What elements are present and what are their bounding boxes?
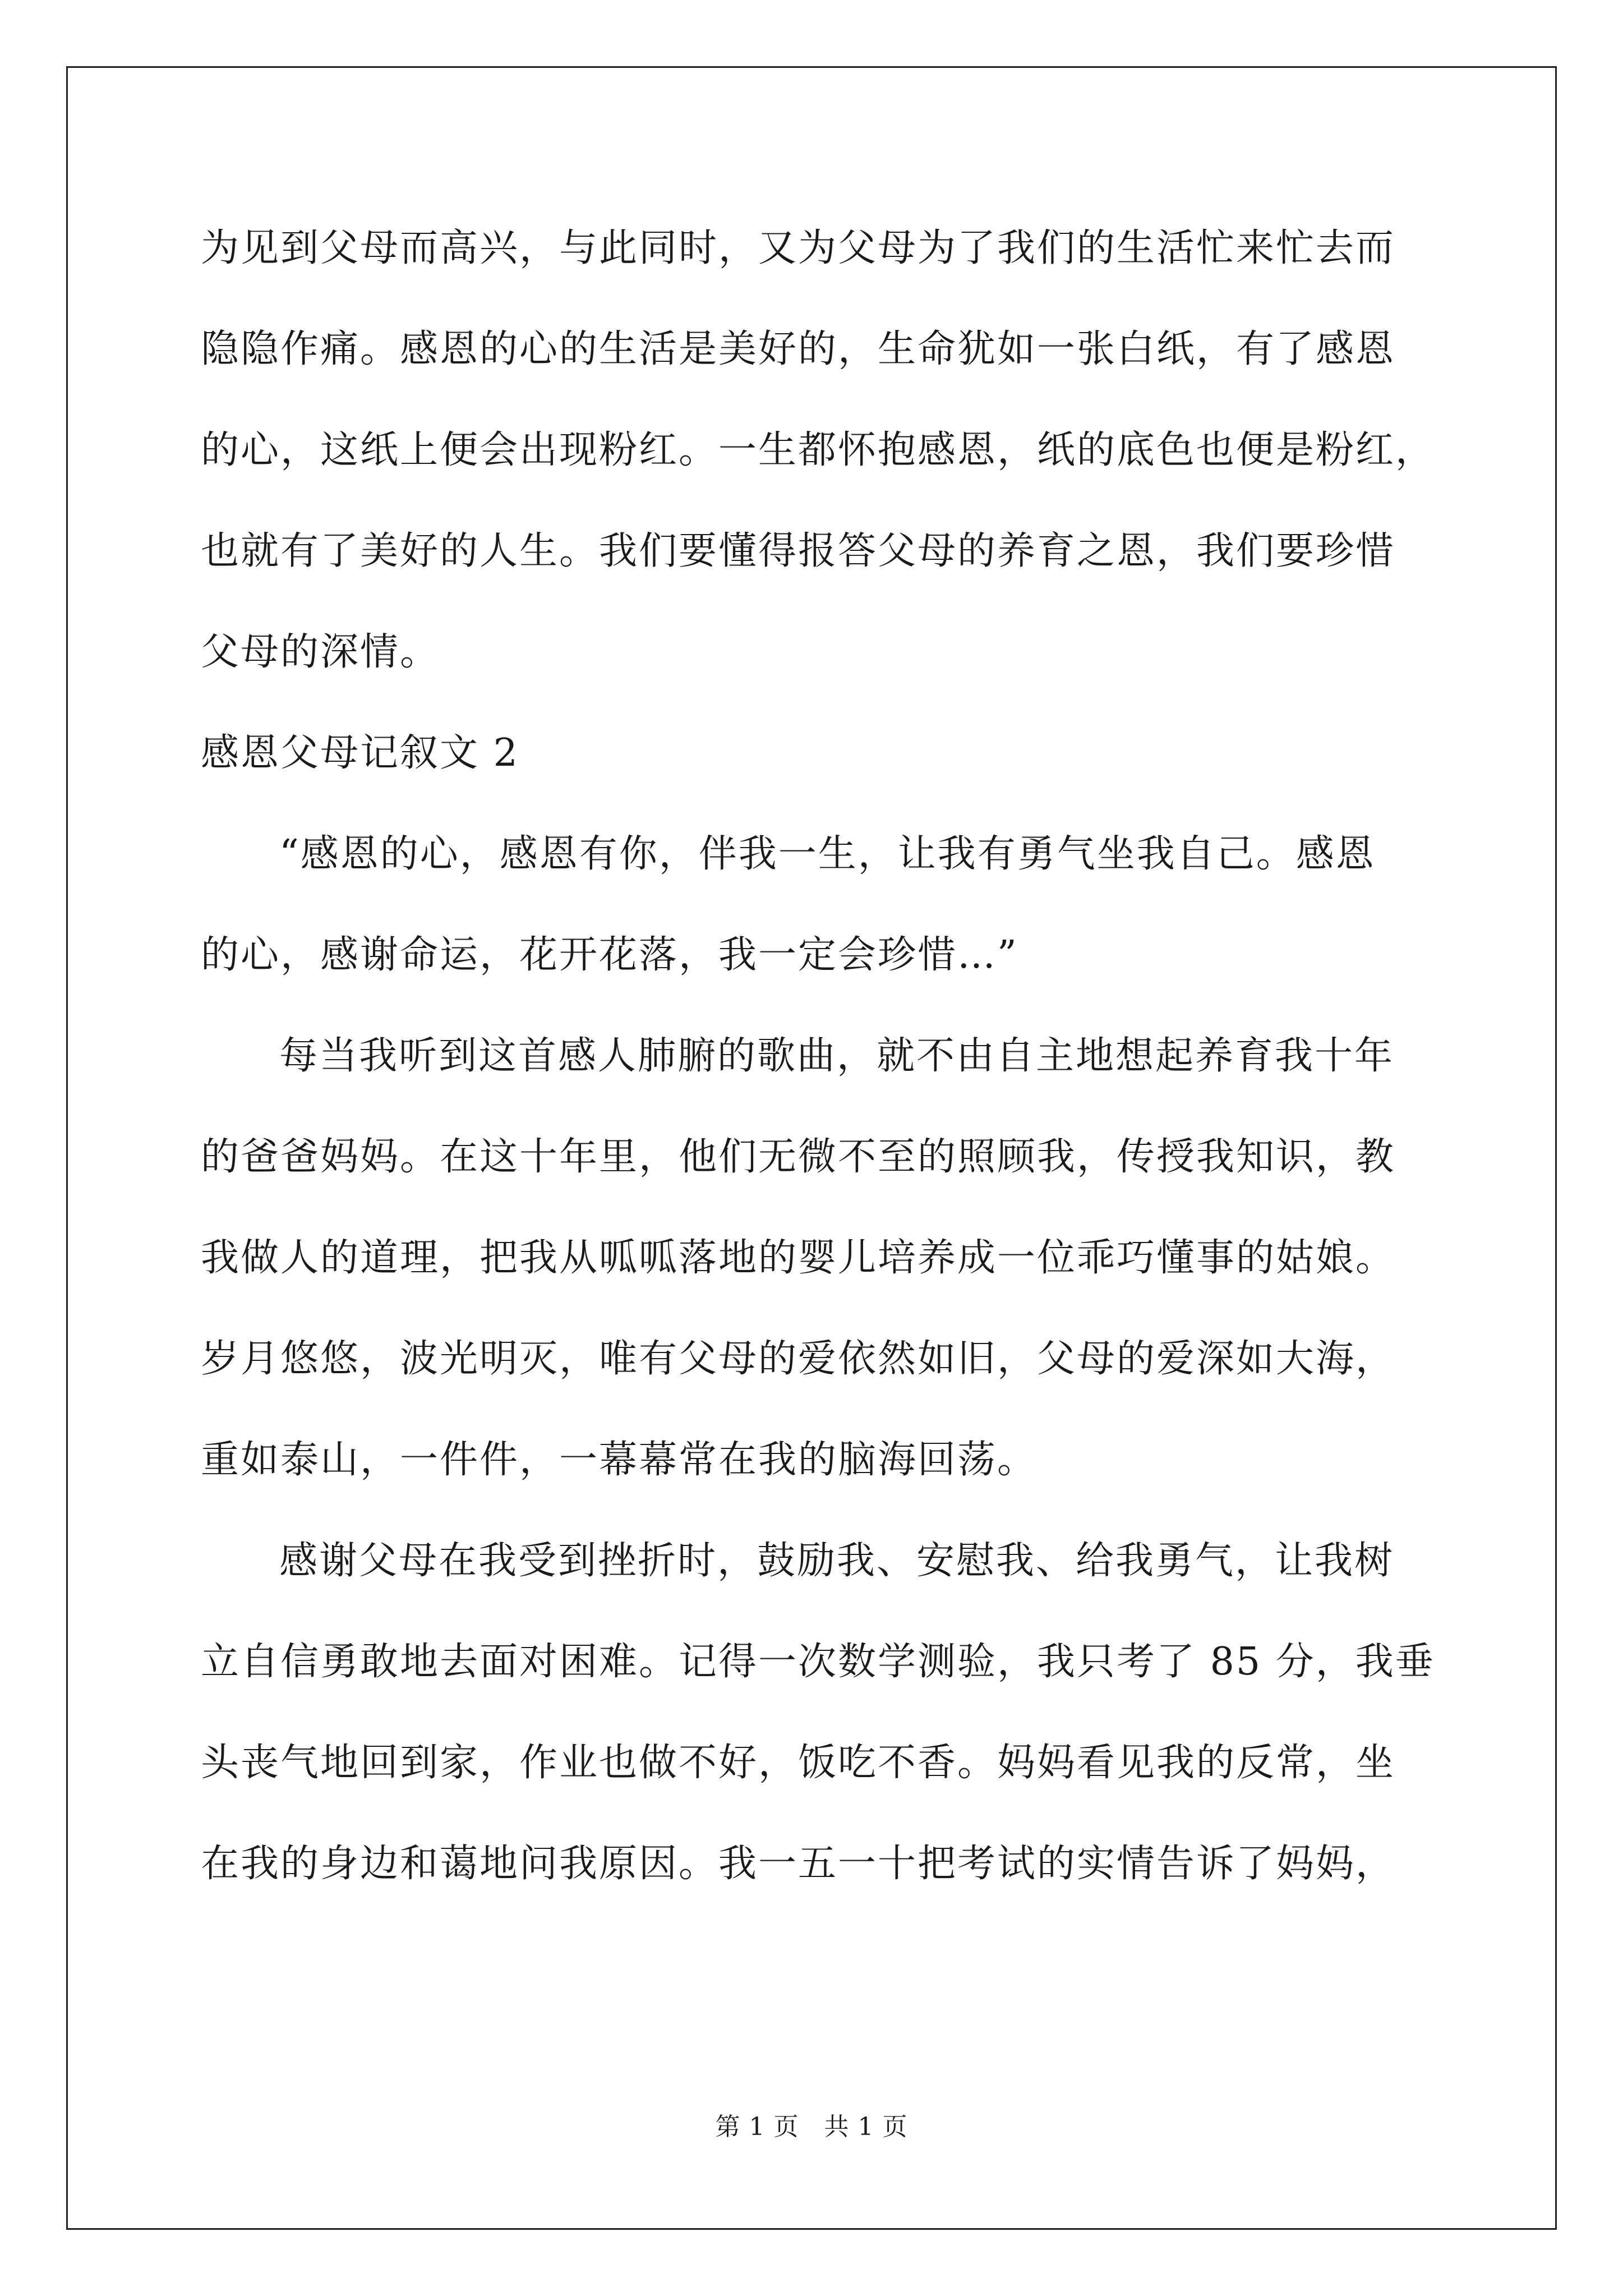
text-line: 感谢父母在我受到挫折时，鼓励我、安慰我、给我勇气，让我树: [279, 1539, 1395, 1583]
text-line: 的爸爸妈妈。在这十年里，他们无微不至的照顾我，传授我知识，教: [201, 1135, 1396, 1179]
text-line: 的心，感谢命运，花开花落，我一定会珍惜…”: [201, 933, 1018, 977]
text-line: “感恩的心，感恩有你，伴我一生，让我有勇气坐我自己。感恩: [279, 832, 1376, 876]
text-line: 岁月悠悠，波光明灭，唯有父母的爱依然如旧，父母的爱深如大海，: [201, 1337, 1396, 1381]
section-title: 感恩父母记叙文 2: [201, 731, 519, 775]
text-line: 重如泰山，一件件，一幕幕常在我的脑海回荡。: [201, 1438, 1038, 1482]
text-line: 父母的深情。: [201, 630, 440, 674]
text-line: 在我的身边和蔼地问我原因。我一五一十把考试的实情告诉了妈妈，: [201, 1842, 1396, 1886]
text-line: 为见到父母而高兴，与此同时，又为父母为了我们的生活忙来忙去而: [201, 226, 1396, 270]
text-line: 每当我听到这首感人肺腑的歌曲，就不由自主地想起养育我十年: [279, 1034, 1395, 1078]
page-footer: 第 1 页 共 1 页: [715, 2113, 908, 2141]
text-line: 立自信勇敢地去面对困难。记得一次数学测验，我只考了 85 分，我垂: [201, 1640, 1435, 1684]
text-line: 隐隐作痛。感恩的心的生活是美好的，生命犹如一张白纸，有了感恩: [201, 327, 1396, 371]
text-line: 也就有了美好的人生。我们要懂得报答父母的养育之恩，我们要珍惜: [201, 529, 1396, 573]
text-line: 我做人的道理，把我从呱呱落地的婴儿培养成一位乖巧懂事的姑娘。: [201, 1236, 1396, 1280]
text-line: 头丧气地回到家，作业也做不好，饭吃不香。妈妈看见我的反常，坐: [201, 1741, 1396, 1785]
text-line: 的心，这纸上便会出现粉红。一生都怀抱感恩，纸的底色也便是粉红，: [201, 428, 1436, 472]
